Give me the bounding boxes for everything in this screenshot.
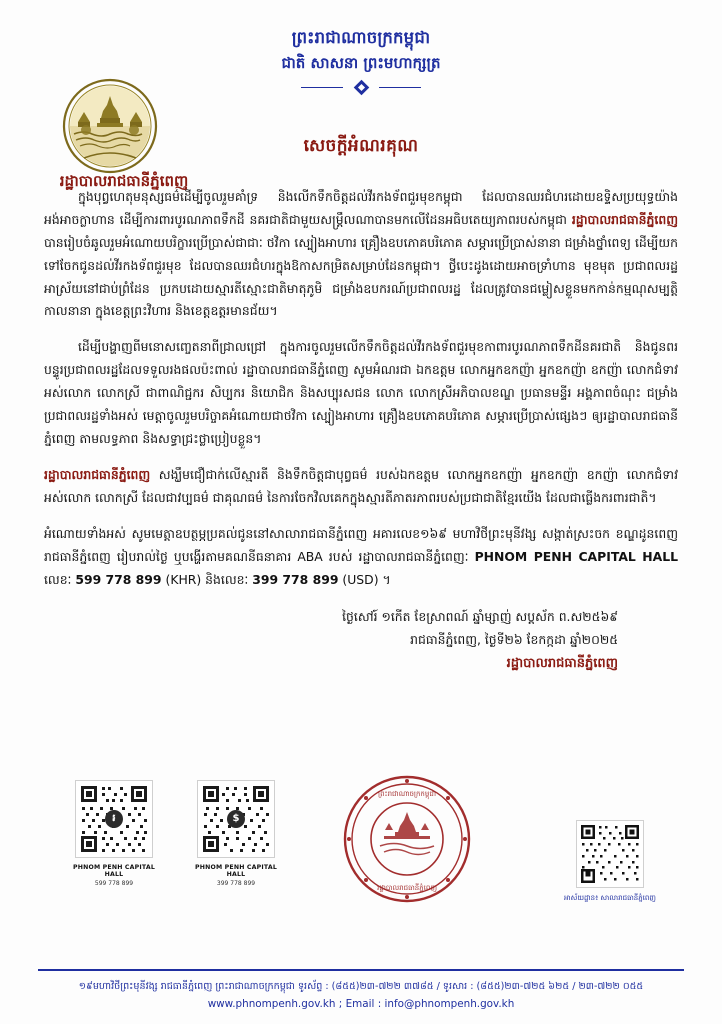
paragraph-3-text: សង្ឃឹមជឿជាក់លើស្មារតី និងទឹកចិត្តជាបុព្វធម៌ របស់ឯកឧត្តម លោកអ្នកឧកញ៉ា អ្នកឧកញ៉ា ឧកញ៉ា លោកជំទាវ អស់លោក លោកស្រី ដែលជាវប្បធម៌ ជាគុណធម៌ នៃការចែកវិលគេកក្នុងស្មារតីភាតរភាពរបស់ប្រជាជាតិខ្មែរយើង ដែលជាធ្លើងករពារជាតិ។ [44,467,678,505]
paragraph-4-and: និងលេខៈ [205,571,253,587]
svg-text:ព្រះរាជាណាចក្រកម្ពុជា: ព្រះរាជាណាចក្រកម្ពុជា [377,790,437,798]
paragraph-1 [44,186,678,324]
qr-usd-image [197,780,275,858]
signature-block [44,605,678,677]
bank-account-usd: 399 778 899 [252,571,339,587]
qr-usd-account[interactable] [192,780,280,887]
qr-khr-caption: PHNOM PENH CAPITAL HALL [73,864,155,878]
document-footer [0,969,722,1010]
official-round-seal-icon [340,772,474,906]
paragraph-4-pre: អំណោយទាំងអស់ សូមមេត្តាឧបត្ថម្ភប្រគល់ជូននៅសាលារាជធានីភ្នំពេញ អគារលេខ១៦៩ មហាវិថីព្រះមុនីវង្ស សង្កាត់ស្រះចក ខណ្ឌដូនពេញ រាជធានីភ្នំពេញ រៀបរាល់ថ្ងៃ ឬបង្ហើរតាមគណនីធនាគារ ABA របស់ រដ្ឋាបាលរាជធានីភ្នំពេញៈ [44,525,678,564]
ornament-divider-icon [301,81,421,95]
footer-address: ១៩មហាវិថីព្រះមុនីវង្ស រាជធានីភ្នំពេញ ព្រះរាជាណាចក្រកម្ពុជា ទូរស័ព្ទ : (៨៥៥)២៣-៧២២ ៣៧៨៥ / ទូរសារ : (៨៥៥)២៣-៧២៥ ៦២៥ / ២៣-៧២២ ០៥៥ [78,980,644,992]
footer-website-link[interactable]: www.phnompenh.gov.kh [207,998,336,1010]
footer-email-label: Email : [345,998,385,1010]
bank-qr-codes [70,780,280,887]
signature-date-gregorian: រាជធានីភ្នំពេញ, ថ្ងៃទី២៦ ខែកក្កដា ឆ្នាំ២០២៥ [410,632,618,648]
qr-digital-signature-image [576,820,644,888]
qr-khr-image [75,780,153,858]
paragraph-3 [44,464,678,510]
kingdom-title-line1: ព្រះរាជាណាចក្រកម្ពុជា [291,28,431,47]
qr-digital-signature[interactable] [550,820,670,904]
bank-currency-khr: (KHR) [161,571,206,587]
qr-usd-caption: PHNOM PENH CAPITAL HALL [195,864,277,878]
bank-account-khr: 599 778 899 [75,571,162,587]
qr-khr-account[interactable] [70,780,158,887]
paragraph-3-org-name: រដ្ឋាបាលរាជធានីភ្នំពេញ [44,467,151,483]
paragraph-1-org-name: រដ្ឋាបាលរាជធានីភ្នំពេញ [571,211,678,227]
paragraph-2: ដើម្បីបង្ហាញពីមនោសញ្ចេតនាពីជ្រាលជ្រៅ ក្នុងការចូលរួមលើកទឹកចិត្តដល់វីរកងទ័ពជួរមុខកាពារបូរណភាពទឹកដីនគរជាតិ និងជូនពរបន្ទូរប្រជាពលរដ្ឋដែលទទួលរងផលប៉ះពាល់ រដ្ឋាបាលរាជធានីភ្នំពេញ សូមអំណរជា ឯកឧត្តម លោកអ្នកឧកញ៉ា អ្នកឧកញ៉ា ឧកញ៉ា លោកជំទាវ អស់លោក លោកស្រី ជាពាណិជ្ជករ សិប្បករ និយោជិក និងសប្បុរសជន លោក លោកស្រីអភិបាលខណ្ឌ ប្រធានមន្ទីរ អង្គភាពចំណុះ ជម្រាំងប្រជាពលរដ្ឋទាំងអស់ មេត្តាចូលរួមបរិច្ចាគអំណោយជាថវិកា ស្បៀងអាហារ គ្រឿងឧបភោគបរិភោគ សម្ភារប្រើប្រាស់ផ្សេងៗ ឲ្យរដ្ឋាបាលរាជធានីភ្នំពេញ តាមលទ្ធភាព និងសទ្ធាជ្រះថ្លាប្រៀបខ្លួន។ [44,339,678,447]
bank-account-name: PHNOM PENH CAPITAL HALL [474,548,678,564]
bank-currency-usd: (USD) ។ [338,571,391,587]
footer-divider [38,969,684,970]
kingdom-title-line2: ជាតិ សាសនា ព្រះមហាក្សត្រ [281,53,441,72]
qr-khr-number: 599 778 899 [94,880,134,887]
paragraph-4-mid: លេខៈ [44,571,76,587]
signature-date-khmer: ថ្ងៃសៅរ៍ ១កើត ខែស្រាពណ៍ ឆ្នាំម្សាញ់ សប្តស័ក ព.ស២៥៦៩ [342,608,618,624]
paragraph-1-post: បានរៀបចំឆូលរួមអំណោយបរិក្ខារប្រើប្រាស់ជាជាៈ ថវិកា ស្បៀងអាហារ គ្រឿងឧបភោគបរិភោគ សម្ភារប្រើប្រាស់នានា ជម្រាំងថ្នាំពេទ្យ ដើម្បីយកទៅចែកជូនដល់វីរកងទ័ពជួរមុខ ដែលបានឈរជំហរក្នុងឱកាសកម្រិតសម្រាប់ដែនកម្ពុជា។ ថ្វីបេះដូងដោយអាចទ្រាំហាន មុខមុត ប្រជាពលរដ្ឋអាស្រ័យនៅជាប់ព្រំដែន ប្រកបដោយស្មារតីស្មោះជាតិមាតុភូមិ ជម្រាំងឧបករណ៍ប្រជាពលរដ្ឋ ដែលត្រូវបានជម្លៀសខ្លួនមកកាន់កម្មណុសម្បត្តិកាលនានា ក្នុងខេត្តព្រះវិហារ និងខេត្តឧត្តរមានជ័យ។ [44,234,678,319]
svg-text:រដ្ឋាបាលរាជធានីភ្នំពេញ: រដ្ឋាបាលរាជធានីភ្នំពេញ [377,884,437,892]
qr-usd-currency-badge: $ [227,810,245,828]
qr-usd-number: 399 778 899 [216,880,256,887]
phnom-penh-capital-hall-emblem-icon [62,78,158,174]
document-body [0,160,722,677]
paragraph-4 [44,523,678,592]
signature-authority: រដ្ឋាបាលរាជធានីភ្នំពេញ [506,655,618,671]
qr-digital-signature-caption: អាស័យដ្ឋាន៖ សាលារាជធានីភ្នំពេញ [564,894,656,902]
footer-email-link[interactable]: info@phnompenh.gov.kh [384,998,515,1010]
page-title: សេចក្តីអំណរគុណ [303,135,419,156]
qr-khr-currency-badge: ៛ [105,810,123,828]
footer-contact: www.phnompenh.gov.kh ; Email : info@phnompenh.gov.kh [207,998,515,1010]
government-name: រដ្ឋាបាលរាជធានីភ្នំពេញ [59,172,189,190]
paragraph-1-pre: ក្នុងបុព្វហេតុមនុស្សធម៌ដើម្បីចូលរួមគាំទ្រ និងលើកទឹកចិត្តដល់វីរកងទ័ពជួរមុខកម្ពុជា ដែលបានឈរជំហរដោយឧទ្ទិសប្រយុទ្ធយ៉ាងអង់អាចក្លាហាន ដើម្បីការពារបូរណភាពទឹកដី នគរជាតិជាមួយសម្ត្រឹលណាបានមកលើដែនអធិបតេយ្យភាពរបស់កម្ពុជា [44,188,678,227]
